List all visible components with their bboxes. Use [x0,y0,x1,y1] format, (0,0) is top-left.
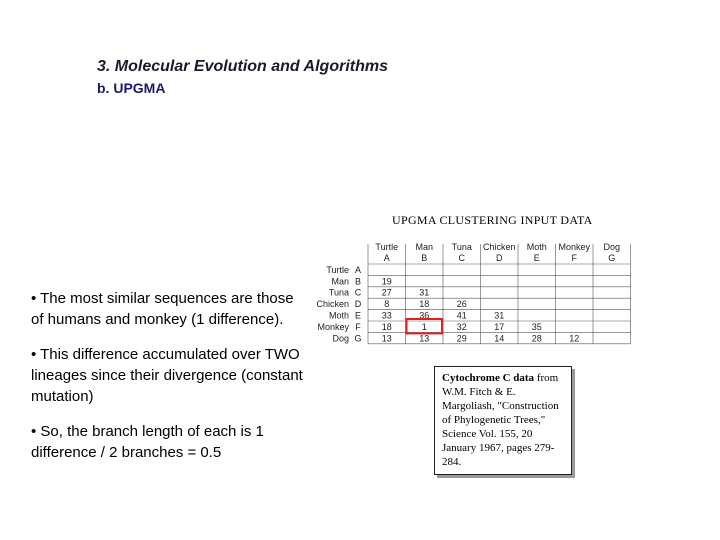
matrix-cell-value: 27 [381,287,392,298]
column-header-code: C [458,253,465,263]
row-header-code: B [354,276,362,287]
slide-subtitle: b. UPGMA [97,80,166,96]
matrix-cell-value: 1 [421,321,427,332]
row-header-code: G [354,333,362,344]
bullet-item: • So, the branch length of each is 1 difference / 2 branches = 0.5 [31,423,264,461]
distance-matrix [312,238,657,358]
column-header-name: Monkey [558,242,591,252]
row-header-code: E [354,310,362,321]
citation-title: Cytochrome C data [442,372,535,384]
row-header-code: D [354,299,362,310]
row-header-name: Turtle [326,264,349,275]
bullet-list [31,288,306,477]
column-header-code: E [533,253,540,263]
row-header-name: Monkey [317,321,349,332]
matrix-cell-value: 13 [419,333,430,344]
matrix-cell-value: 19 [381,276,392,287]
matrix-cell-value: 32 [456,321,467,332]
row-header-code: A [354,264,362,275]
matrix-cell-value: 31 [419,287,430,298]
citation-body: from W.M. Fitch & E. Margoliash, "Construction of Phylogenetic Trees," Science Vol. 155, 20 January 1967, pages 279-284. [442,372,559,468]
column-header-code: D [496,253,503,263]
row-header-code: F [355,321,361,332]
matrix-cell-value: 17 [494,321,505,332]
column-header-name: Chicken [482,242,516,252]
matrix-cell-value: 18 [381,321,392,332]
matrix-cell-value: 12 [569,333,580,344]
matrix-cell-value: 14 [494,333,505,344]
column-header-name: Turtle [375,242,399,252]
matrix-cell-value: 28 [531,333,542,344]
row-header-name: Man [331,276,349,287]
row-header-name: Chicken [316,299,349,310]
row-header-code: C [354,287,362,298]
row-header-name: Tuna [328,287,349,298]
matrix-cell-value: 8 [384,299,390,310]
row-header-name: Moth [328,310,349,321]
column-header-code: G [608,253,616,263]
bullet-item: • The most similar sequences are those of humans and monkey (1 difference). [31,290,294,328]
matrix-cell-value: 26 [456,299,467,310]
column-header-code: F [571,253,577,263]
matrix-cell-value: 13 [381,333,392,344]
matrix-cell-value: 41 [456,310,467,321]
matrix-cell-value: 36 [419,310,430,321]
matrix-cell-value: 29 [456,333,467,344]
matrix-cell-value: 31 [494,310,505,321]
column-header-name: Man [415,242,434,252]
citation-box [434,366,572,475]
column-header-name: Dog [603,242,621,252]
row-header-name: Dog [332,333,349,344]
matrix-cell-value: 18 [419,299,430,310]
slide-title: 3. Molecular Evolution and Algorithms [97,58,388,75]
bullet-item: • This difference accumulated over TWO lineages since their divergence (constant mutation) [31,346,303,405]
matrix-title: UPGMA CLUSTERING INPUT DATA [392,213,593,227]
column-header-name: Tuna [451,242,472,252]
matrix-cell-value: 33 [381,310,392,321]
matrix-cell-value: 35 [531,321,542,332]
column-header-code: A [383,253,390,263]
column-header-code: B [421,253,428,263]
column-header-name: Moth [526,242,547,252]
